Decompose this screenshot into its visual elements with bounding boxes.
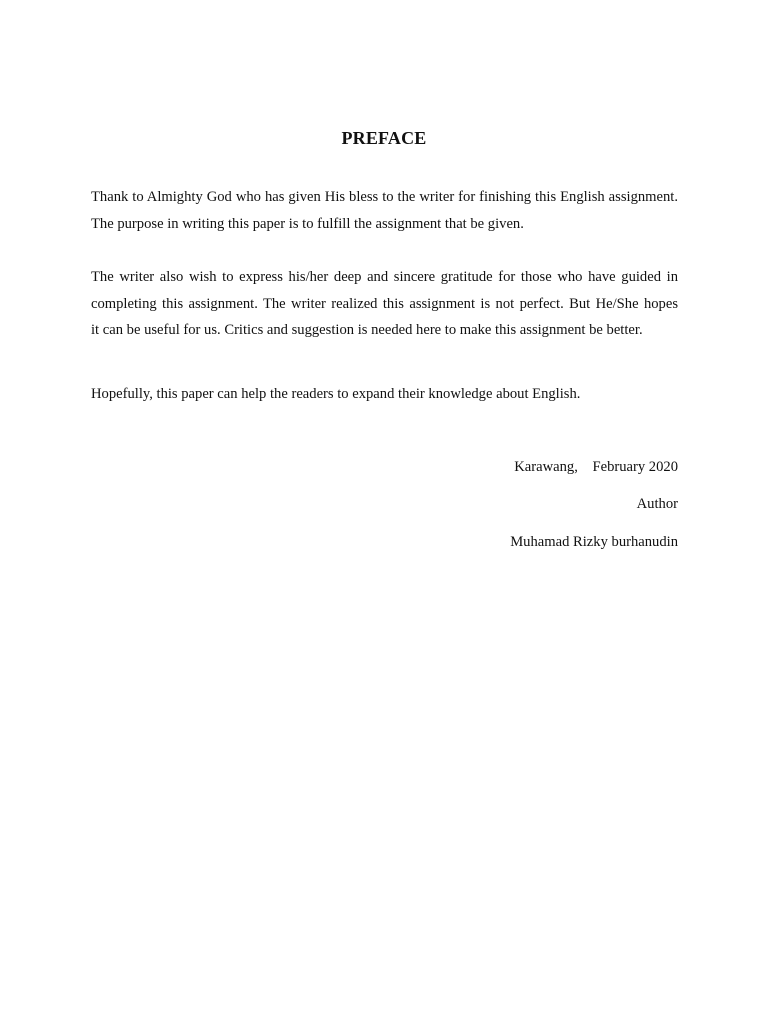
author-label: Author <box>636 496 678 512</box>
paragraph-acknowledgement <box>91 264 678 344</box>
paragraph-line: Thank to Almighty God who has given His bless to the writer for finishing this English assignment. <box>91 189 678 205</box>
page-title: PREFACE <box>341 128 427 148</box>
paragraph-gratitude-god <box>91 184 678 237</box>
paragraph-line: The purpose in writing this paper is to fulfill the assignment that be given. <box>91 215 524 232</box>
paragraph-line: The writer also wish to express his/her deep and sincere gratitude for those who have guided in <box>91 269 678 285</box>
place-date: Karawang, February 2020 <box>514 459 678 475</box>
paragraph-line: it can be useful for us. Critics and suggestion is needed here to make this assignment be better. <box>91 322 643 338</box>
author-name: Muhamad Rizky burhanudin <box>510 534 678 550</box>
paragraph-line: Hopefully, this paper can help the readers to expand their knowledge about English. <box>91 386 581 402</box>
paragraph-closing <box>91 381 678 408</box>
paragraph-line: completing this assignment. The writer realized this assignment is not perfect. But He/She hopes <box>91 295 678 312</box>
